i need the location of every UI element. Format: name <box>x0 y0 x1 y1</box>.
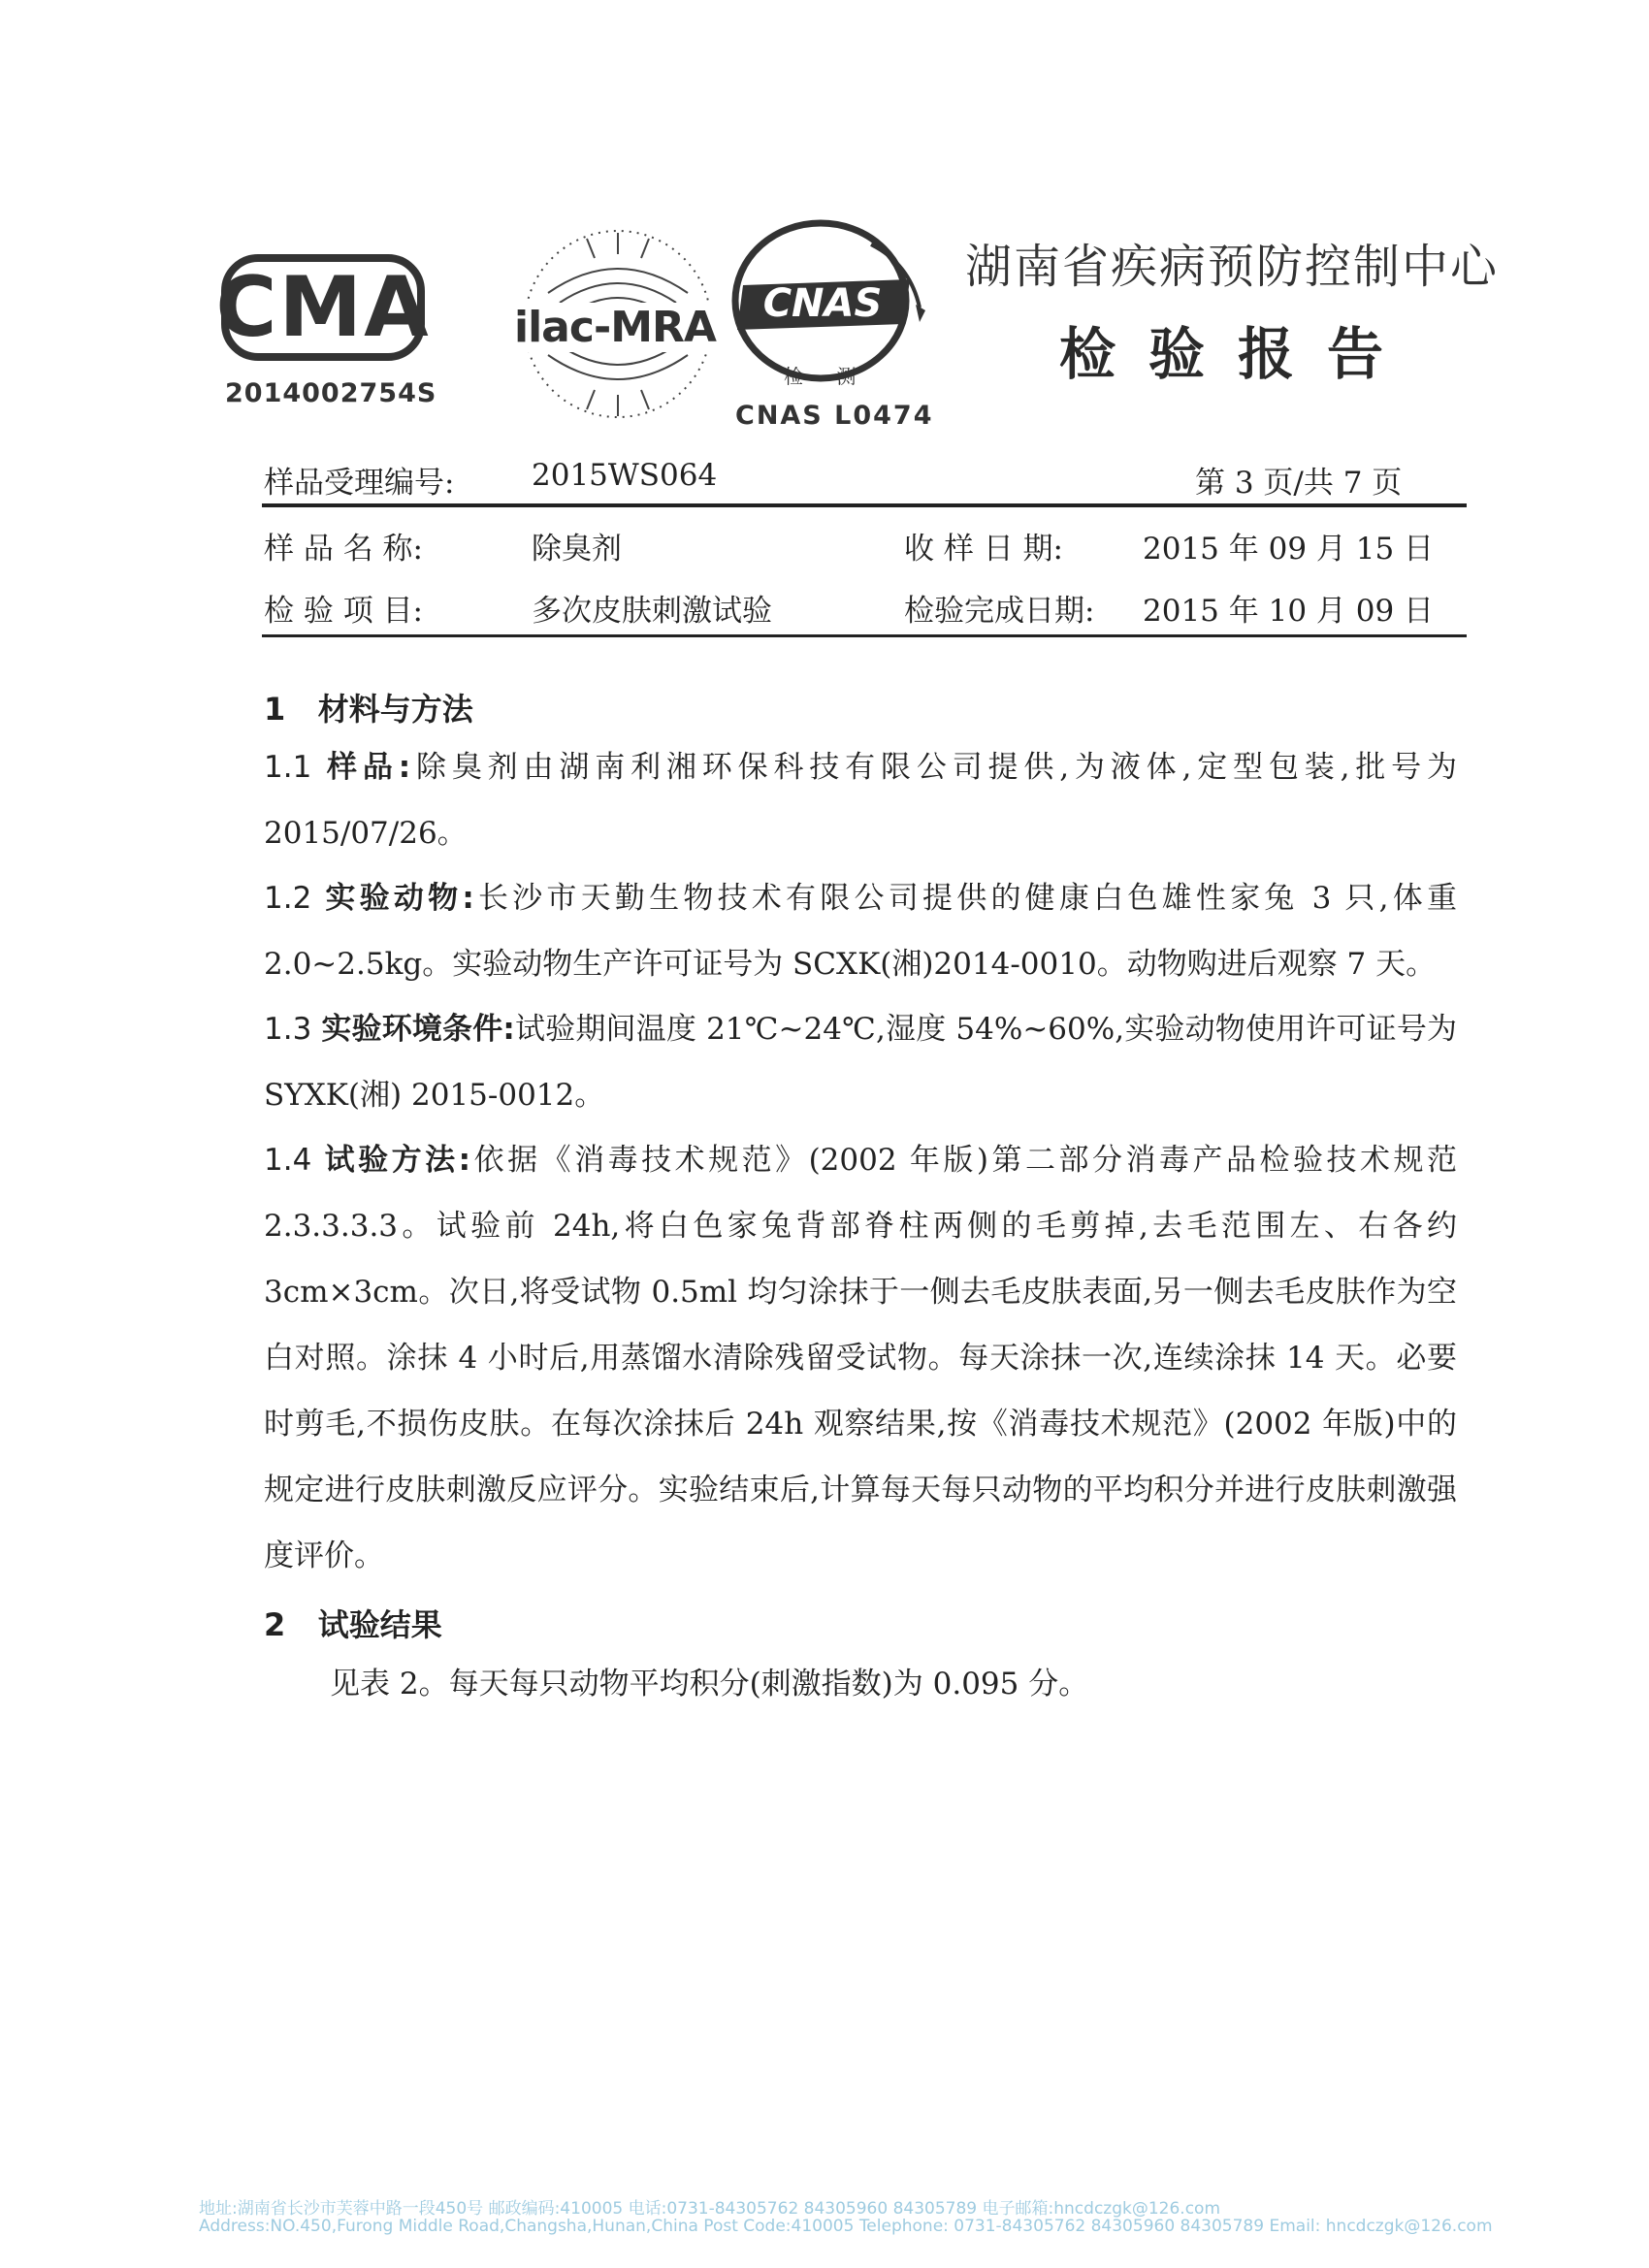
cnas-logo-text: CNAS <box>762 281 883 326</box>
receive-date-value: 2015 年 09 月 15 日 <box>1143 532 1435 567</box>
p4-text: 依据《消毒技术规范》(2002 年版)第二部分消毒产品检验技术规范 2.3.3.3.3。试验前 24h,将白色家兔背部脊柱两侧的毛剪掉,去毛范围左、右各约 3cm×3cm。次日,将受试物 0.5ml 均匀涂抹于一侧去毛皮肤表面,另一侧去毛皮肤作为空白对照。涂抹 4 小时后,用蒸馏水清除残留受试物。每天涂抹一次,连续涂抹 14 天。必要时剪毛,不损伤皮肤。在每次涂抹后 24h 观察结果,按《消毒技术规范》(2002 年版)中的规定进行皮肤刺激反应评分。实验结束后,计算每天每只动物的平均积分并进行皮肤刺激强度评价。 <box>264 1143 1457 1573</box>
p3-number: 1.3 <box>264 1012 312 1047</box>
footer-address-en: Address:NO.450,Furong Middle Road,Changsha,Hunan,China Post Code:410005 Telephone: 0731-84305762 84305960 84305789 Email: hncdczgk@126.com <box>199 2217 1493 2236</box>
org-name: 湖南省疾病预防控制中心 <box>965 240 1500 294</box>
finish-date-label: 检验完成日期: <box>904 594 1095 629</box>
cnas-test-label: 检 测 <box>784 365 870 388</box>
sample-no-value: 2015WS064 <box>532 458 718 493</box>
report-title: 检验报告 <box>1059 321 1417 387</box>
p4-number: 1.4 <box>264 1143 312 1178</box>
result-text: 见表 2。每天每只动物平均积分(刺激指数)为 0.095 分。 <box>330 1667 1089 1701</box>
p1-keyword: 样品: <box>327 750 411 785</box>
receive-date-label: 收 样 日 期: <box>904 532 1064 567</box>
paragraph-1-4 <box>264 1127 1457 1589</box>
section-2-heading <box>264 1601 442 1645</box>
p2-number: 1.2 <box>264 881 312 916</box>
test-item-label: 检 验 项 目: <box>264 594 424 629</box>
p2-text: 长沙市天勤生物技术有限公司提供的健康白色雄性家兔 3 只,体重 2.0~2.5kg。实验动物生产许可证号为 SCXK(湘)2014-0010。动物购进后观察 7 天。 <box>264 881 1457 982</box>
section-1-heading <box>264 685 473 729</box>
paragraph-1-2 <box>264 865 1457 997</box>
sample-name-value: 除臭剂 <box>532 532 622 567</box>
table-top-rule <box>262 503 1467 507</box>
section-2-number: 2 <box>264 1606 286 1643</box>
ilac-mra-text: ilac-MRA <box>514 303 716 352</box>
p2-keyword: 实验动物: <box>325 881 474 916</box>
section-1-title: 材料与方法 <box>317 691 473 728</box>
table-bottom-rule <box>262 634 1467 637</box>
test-item-value: 多次皮肤刺激试验 <box>532 594 772 629</box>
p3-text: 试验期间温度 21℃~24℃,湿度 54%~60%,实验动物使用许可证号为 SYXK(湘) 2015-0012。 <box>264 1012 1457 1113</box>
result-paragraph <box>330 1651 1455 1717</box>
sample-name-label: 样 品 名 称: <box>264 532 424 567</box>
footer-address-cn: 地址:湖南省长沙市芙蓉中路一段450号 邮政编码:410005 电话:0731-84305762 84305960 84305789 电子邮箱:hncdczgk@126.com <box>199 2199 1221 2219</box>
paragraph-1-3 <box>264 996 1457 1128</box>
p4-keyword: 试验方法: <box>324 1143 471 1178</box>
section-2-title: 试验结果 <box>317 1606 442 1643</box>
sample-no-label: 样品受理编号: <box>264 466 455 501</box>
page-info: 第 3 页/共 7 页 <box>1195 466 1403 501</box>
cnas-code: CNAS L0474 <box>735 401 934 431</box>
paragraph-1-1 <box>264 734 1457 866</box>
cma-logo <box>215 254 431 361</box>
section-1-number: 1 <box>264 691 286 728</box>
p1-text: 除臭剂由湖南利湘环保科技有限公司提供,为液体,定型包装,批号为 2015/07/26。 <box>264 750 1457 851</box>
p3-keyword: 实验环境条件: <box>321 1012 515 1047</box>
cma-number: 2014002754S <box>225 378 437 408</box>
cma-logo-text: CMA <box>215 259 431 356</box>
cnas-logo-icon <box>726 215 934 385</box>
p1-number: 1.1 <box>264 750 312 785</box>
finish-date-value: 2015 年 10 月 09 日 <box>1143 594 1435 629</box>
